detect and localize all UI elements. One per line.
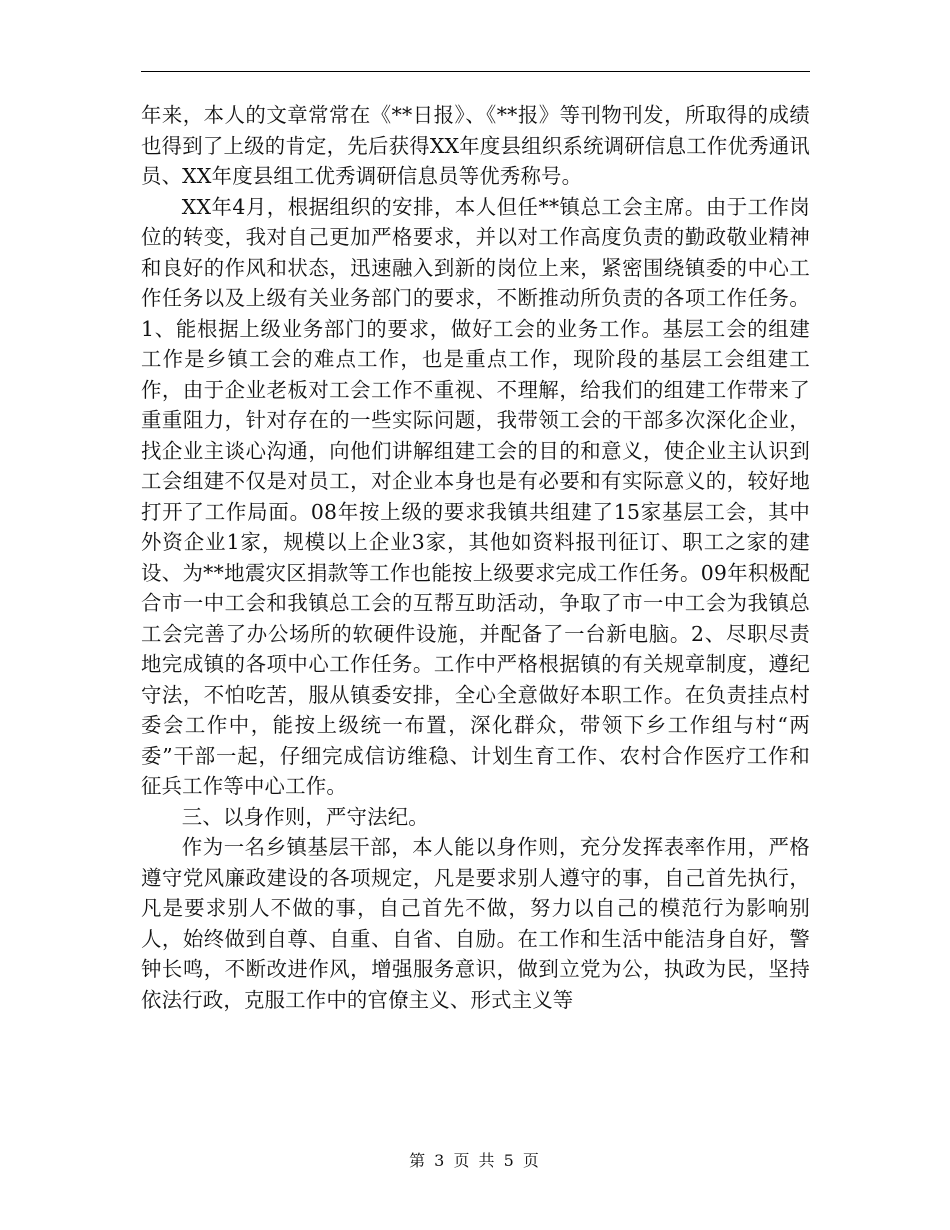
header-rule [141, 71, 810, 72]
page-number: 第 3 页 共 5 页 [409, 1151, 541, 1170]
paragraph-3: 作为一名乡镇基层干部，本人能以身作则，充分发挥表率作用，严格遵守党风廉政建设的各项规定，凡是要求别人遵守的事，自己首先执行，凡是要求别人不做的事，自己首先不做，努力以自己的模范行为影响别人，始终做到自尊、自重、自省、自励。在工作和生活中能洁身自好，警钟长鸣，不断改进作风，增强服务意识，做到立党为公，执政为民，坚持依法行政，克服工作中的官僚主义、形式主义等 [141, 835, 810, 1012]
document-body [141, 100, 810, 1015]
section-heading: 三、以身作则，严守法纪。 [181, 804, 429, 829]
paragraph-2: XX年4月，根据组织的安排，本人但任**镇总工会主席。由于工作岗位的转变，我对自己更加严格要求，并以对工作高度负责的勤政敬业精神和良好的作风和状态，迅速融入到新的岗位上来，紧密围绕镇委的中心工作任务以及上级有关业务部门的要求，不断推动所负责的各项工作任务。1、能根据上级业务部门的要求，做好工会的业务工作。基层工会的组建工作是乡镇工会的难点工作，也是重点工作，现阶段的基层工会组建工作，由于企业老板对工会工作不重视、不理解，给我们的组建工作带来了重重阻力，针对存在的一些实际问题，我带领工会的干部多次深化企业，找企业主谈心沟通，向他们讲解组建工会的目的和意义，使企业主认识到工会组建不仅是对员工，对企业本身也是有必要和有实际意义的，较好地打开了工作局面。08年按上级的要求我镇共组建了15家基层工会，其中外资企业1家，规模以上企业3家，其他如资料报刊征订、职工之家的建设、为**地震灾区捐款等工作也能按上级要求完成工作任务。09年积极配合市一中工会和我镇总工会的互帮互助活动，争取了市一中工会为我镇总工会完善了办公场所的软硬件设施，并配备了一台新电脑。2、尽职尽责地完成镇的各项中心工作任务。工作中严格根据镇的有关规章制度，遵纪守法，不怕吃苦，服从镇委安排，全心全意做好本职工作。在负责挂点村委会工作中，能按上级统一布置，深化群众，带领下乡工作组与村“两委”干部一起，仔细完成信访维稳、计划生育工作、农村合作医疗工作和征兵工作等中心工作。 [141, 194, 810, 798]
paragraph-1: 年来，本人的文章常常在《**日报》、《**报》等刊物刊发，所取得的成绩也得到了上级的肯定，先后获得XX年度县组织系统调研信息工作优秀通讯员、XX年度县组工优秀调研信息员等优秀称号。 [141, 103, 810, 188]
